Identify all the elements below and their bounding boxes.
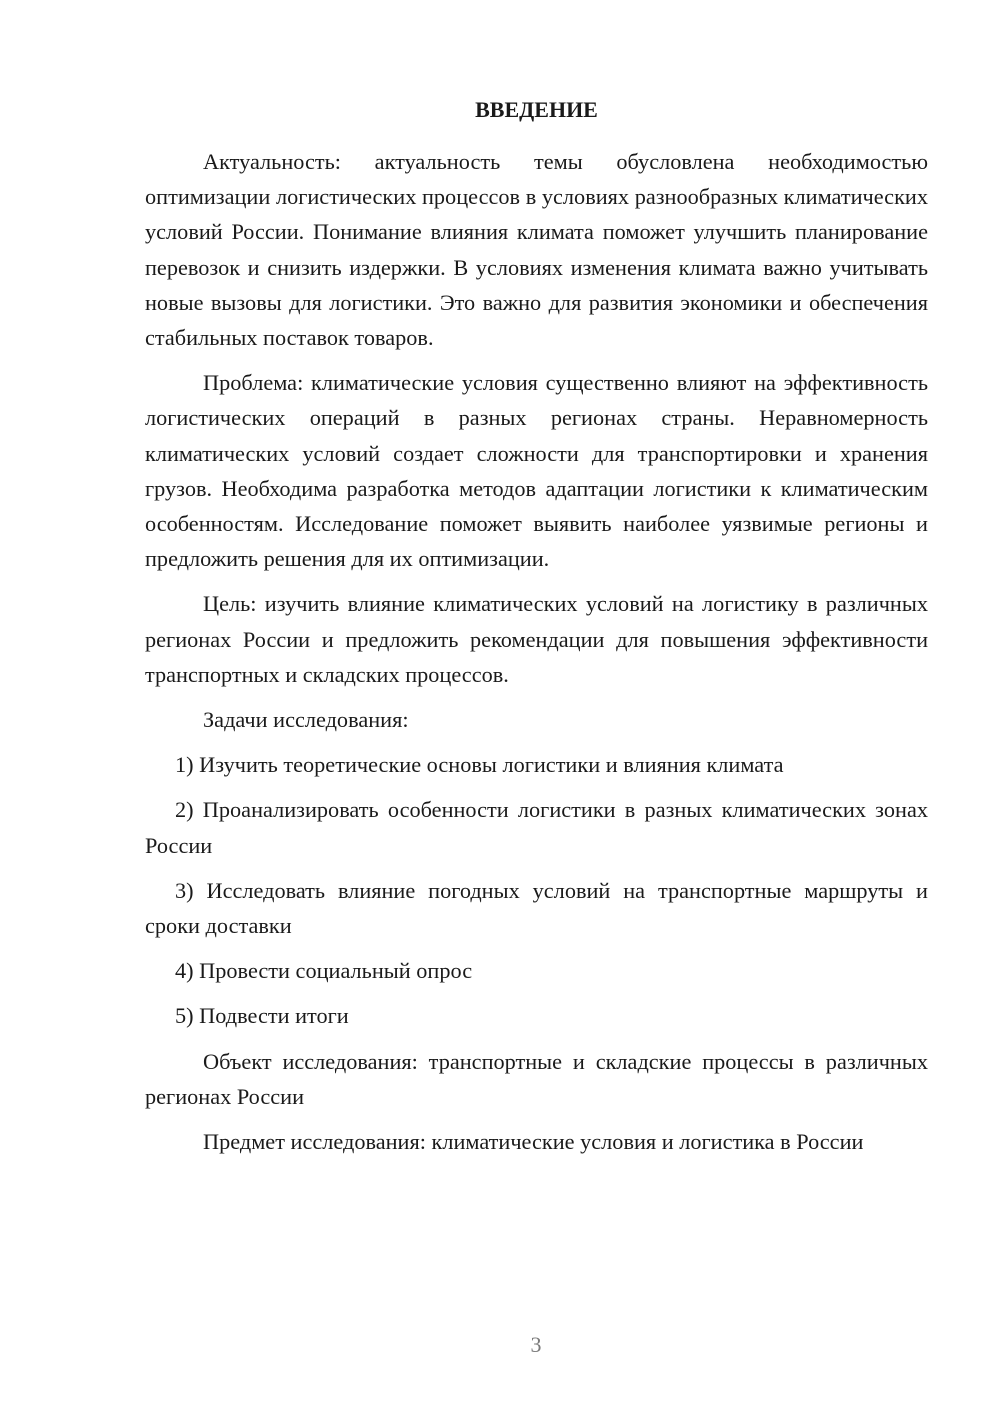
research-object-paragraph: Объект исследования: транспортные и складские процессы в различных регионах России [145,1048,928,1109]
page-number: 3 [530,1332,542,1357]
tasks-intro: Задачи исследования: [203,707,409,733]
section-heading: ВВЕДЕНИЕ [475,97,598,122]
task-item-1: 1) Изучить теоретические основы логистики и влияния климата [175,752,784,778]
problem-paragraph: Проблема: климатические условия существенно влияют на эффективность логистических операций в разных регионах страны. Неравномерность климатических условий создает сложности для транспортировки и хранения грузов. Необходима разработка методов адаптации логистики к климатическим особенностям. Исследование поможет выявить наиболее уязвимые регионы и предложить решения для их оптимизации. [145,370,928,572]
task-item-5: 5) Подвести итоги [175,1003,349,1029]
task-item-2: 2) Проанализировать особенности логистики в разных климатических зонах России [145,797,928,858]
task-item-3: 3) Исследовать влияние погодных условий на транспортные маршруты и сроки доставки [145,877,928,939]
research-subject-paragraph: Предмет исследования: климатические условия и логистика в России [203,1129,864,1155]
relevance-paragraph: Актуальность: актуальность темы обусловлена необходимостью оптимизации логистических процессов в условиях разнообразных климатических условий России. Понимание влияния климата поможет улучшить планирование перевозок и снизить издержки. В условиях изменения климата важно учитывать новые вызовы для логистики. Это важно для развития экономики и обеспечения стабильных поставок товаров. [145,149,928,351]
goal-paragraph: Цель: изучить влияние климатических условий на логистику в различных регионах России и предложить рекомендации для повышения эффективности транспортных и складских процессов. [145,591,928,687]
page-content [145,94,928,1169]
task-item-4: 4) Провести социальный опрос [175,958,473,984]
